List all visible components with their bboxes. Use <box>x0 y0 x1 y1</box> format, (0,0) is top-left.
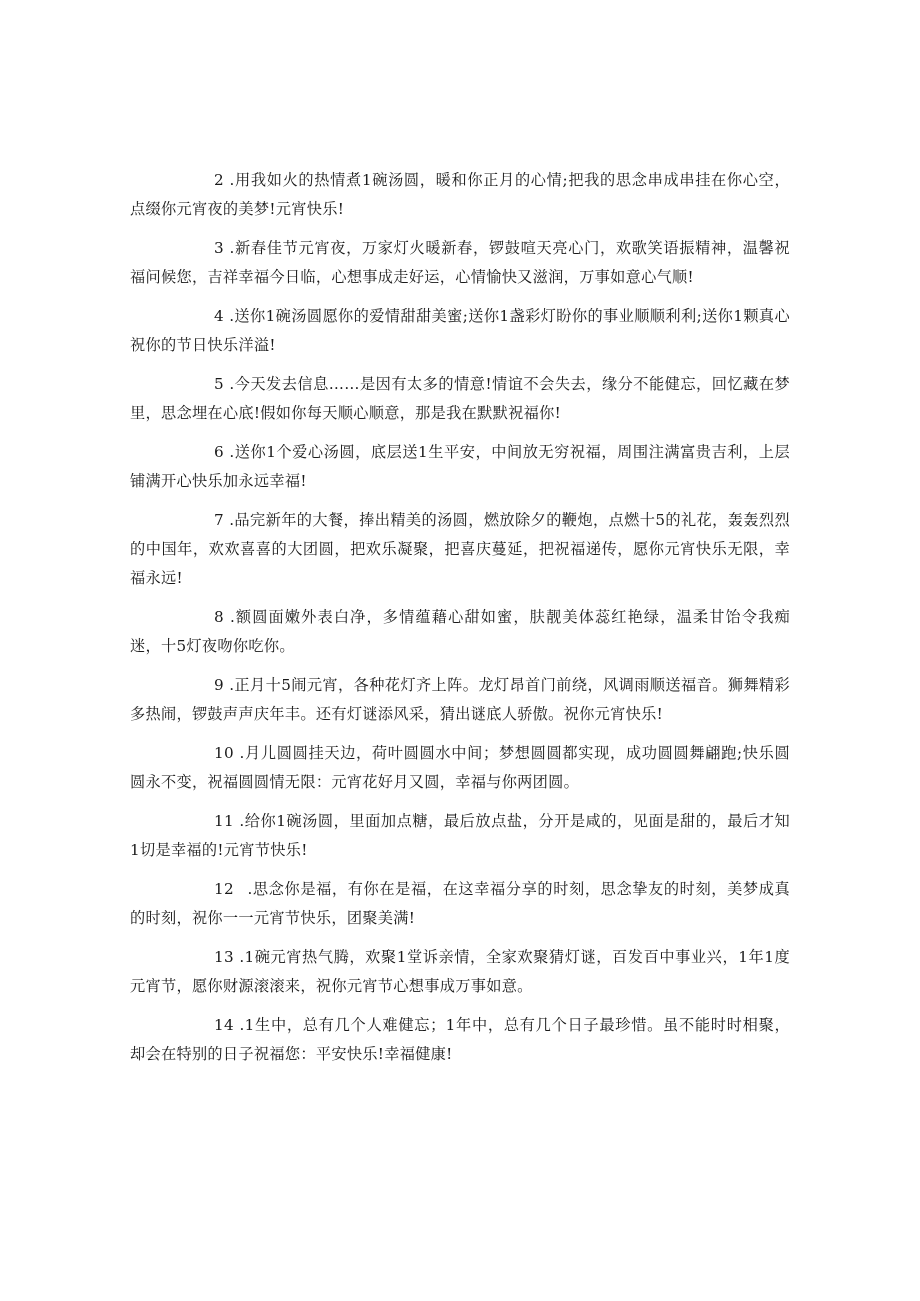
item-number: 14 <box>214 1016 234 1034</box>
item-text: .1碗元宵热气腾，欢聚1堂诉亲情，全家欢聚猜灯谜，百发百中事业兴，1年1度元宵节，愿你财源滚滚来，祝你元宵节心想事成万事如意。 <box>130 948 790 995</box>
list-item-8 <box>130 603 790 661</box>
item-number: 5 <box>214 375 224 393</box>
list-item-10 <box>130 739 790 797</box>
item-number: 10 <box>214 744 234 762</box>
item-text: .思念你是福，有你在是福，在这幸福分享的时刻，思念挚友的时刻，美梦成真的时刻，祝你一一元宵节快乐，团聚美满! <box>130 880 790 927</box>
item-text: .品完新年的大餐，捧出精美的汤圆，燃放除夕的鞭炮，点燃十5的礼花，轰轰烈烈的中国年，欢欢喜喜的大团圆，把欢乐凝聚，把喜庆蔓延，把祝福递传，愿你元宵快乐无限，幸福永远! <box>130 511 790 587</box>
list-item-2 <box>130 166 790 224</box>
list-item-6 <box>130 438 790 496</box>
item-number: 7 <box>214 511 224 529</box>
list-item-4 <box>130 302 790 360</box>
list-item-14 <box>130 1011 790 1069</box>
document-body <box>130 166 790 1079</box>
item-text: .今天发去信息……是因有太多的情意!情谊不会失去，缘分不能健忘，回忆藏在梦里，思念埋在心底!假如你每天顺心顺意，那是我在默默祝福你! <box>130 375 790 422</box>
item-text: .正月十5闹元宵，各种花灯齐上阵。龙灯昂首门前绕，风调雨顺送福音。狮舞精彩多热闹，锣鼓声声庆年丰。还有灯谜添风采，猜出谜底人骄傲。祝你元宵快乐! <box>130 676 790 723</box>
item-number: 6 <box>214 443 224 461</box>
list-item-7 <box>130 506 790 593</box>
item-text: .月儿圆圆挂天边，荷叶圆圆水中间；梦想圆圆都实现，成功圆圆舞翩跑;快乐圆圆永不变，祝福圆圆情无限：元宵花好月又圆，幸福与你两团圆。 <box>130 744 790 791</box>
list-item-9 <box>130 671 790 729</box>
item-number: 11 <box>214 812 234 830</box>
item-text: .额圆面嫩外表白净，多情蕴藉心甜如蜜，肤靓美体蕊红艳绿，温柔甘饴令我痴迷，十5灯夜吻你吃你。 <box>130 608 790 655</box>
item-number: 12 <box>214 880 234 898</box>
item-text: .1生中，总有几个人难健忘；1年中，总有几个日子最珍惜。虽不能时时相聚，却会在特别的日子祝福您：平安快乐!幸福健康! <box>130 1016 790 1063</box>
item-number: 13 <box>214 948 234 966</box>
item-text: .新春佳节元宵夜，万家灯火暖新春，锣鼓喧天亮心门，欢歌笑语振精神，温馨祝福问候您，吉祥幸福今日临，心想事成走好运，心情愉快又滋润，万事如意心气顺! <box>130 239 790 286</box>
list-item-12 <box>130 875 790 933</box>
item-number: 9 <box>214 676 224 694</box>
list-item-11 <box>130 807 790 865</box>
item-number: 4 <box>214 307 224 325</box>
item-text: .送你1碗汤圆愿你的爱情甜甜美蜜;送你1盏彩灯盼你的事业顺顺利利;送你1颗真心祝你的节日快乐洋溢! <box>130 307 790 354</box>
list-item-13 <box>130 943 790 1001</box>
item-text: .用我如火的热情煮1碗汤圆，暖和你正月的心情;把我的思念串成串挂在你心空，点缀你元宵夜的美梦!元宵快乐! <box>130 171 790 218</box>
item-text: .送你1个爱心汤圆，底层送1生平安，中间放无穷祝福，周围注满富贵吉利，上层铺满开心快乐加永远幸福! <box>130 443 790 490</box>
list-item-5 <box>130 370 790 428</box>
item-number: 8 <box>214 608 224 626</box>
list-item-3 <box>130 234 790 292</box>
item-number: 3 <box>214 239 224 257</box>
item-text: .给你1碗汤圆，里面加点糖，最后放点盐，分开是咸的，见面是甜的，最后才知1切是幸福的!元宵节快乐! <box>130 812 790 859</box>
item-number: 2 <box>214 171 224 189</box>
